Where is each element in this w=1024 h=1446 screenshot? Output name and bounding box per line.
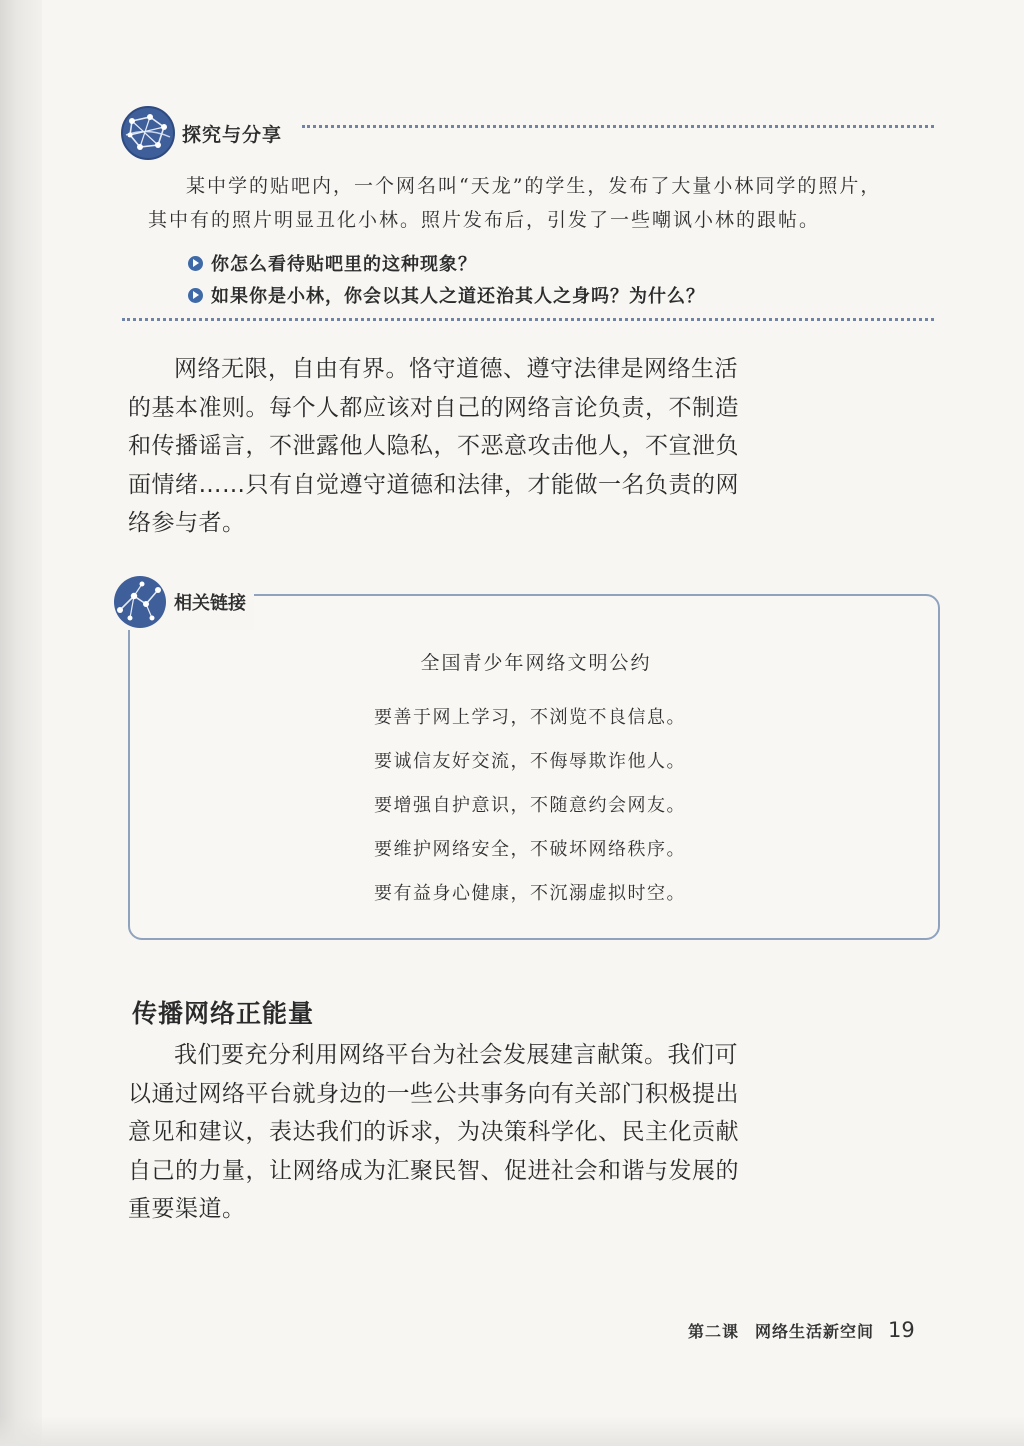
convention-list [374, 696, 686, 916]
section-heading: 传播网络正能量 [132, 999, 315, 1028]
paragraph-line: 的基本准则。每个人都应该对自己的网络言论负责，不制造 [128, 394, 739, 421]
page-footer [688, 1318, 915, 1342]
convention-title: 全国青少年网络文明公约 [420, 652, 652, 674]
explore-header [120, 105, 282, 161]
explore-scenario [148, 169, 938, 237]
paragraph-line: 以通过网络平台就身边的一些公共事务向有关部门积极提出 [128, 1080, 739, 1107]
convention-item: 要有益身心健康，不沉溺虚拟时空。 [374, 883, 686, 904]
related-link-header [112, 574, 254, 630]
paragraph-line: 自己的力量，让网络成为汇聚民智、促进社会和谐与发展的 [128, 1157, 739, 1184]
convention-item: 要善于网上学习，不浏览不良信息。 [374, 707, 686, 728]
question-item [188, 279, 948, 311]
explore-title: 探究与分享 [182, 123, 283, 146]
footer-chapter-title: 网络生活新空间 [755, 1321, 875, 1341]
explore-questions [188, 247, 948, 311]
footer-lesson: 第二课 [688, 1321, 740, 1341]
arrow-bullet-icon [188, 256, 203, 271]
paragraph-line: 意见和建议，表达我们的诉求，为决策科学化、民主化贡献 [128, 1119, 739, 1145]
scan-shadow-bottom [0, 1416, 1024, 1446]
question-item [188, 247, 948, 279]
related-link-title: 相关链接 [174, 593, 246, 614]
globe-network-icon [120, 105, 176, 161]
question-text: 你怎么看待贴吧里的这种现象？ [211, 254, 477, 275]
page-number: 19 [888, 1318, 915, 1342]
paragraph-line: 网络无限，自由有界。恪守道德、遵守法律是网络生活 [174, 356, 738, 382]
convention-item: 要增强自护意识，不随意约会网友。 [374, 795, 686, 816]
explore-share-section [120, 105, 940, 335]
globe-network-icon [112, 574, 168, 630]
body-paragraph-2 [128, 1036, 748, 1229]
paragraph-line: 络参与者。 [128, 510, 246, 536]
explore-bottom-divider [122, 318, 934, 321]
paragraph-line: 和传播谣言，不泄露他人隐私，不恶意攻击他人，不宣泄负 [128, 433, 739, 459]
convention-item: 要维护网络安全，不破坏网络秩序。 [374, 839, 686, 860]
body-paragraph-1 [128, 350, 748, 543]
question-text: 如果你是小林，你会以其人之道还治其人之身吗？为什么？ [211, 286, 705, 307]
arrow-bullet-icon [188, 288, 203, 303]
paragraph-line: 我们要充分利用网络平台为社会发展建言献策。我们可 [174, 1042, 738, 1068]
explore-top-divider [302, 125, 934, 128]
convention-item: 要诚信友好交流，不侮辱欺诈他人。 [374, 751, 686, 772]
related-link-box [128, 594, 940, 940]
paragraph-line: 重要渠道。 [128, 1196, 246, 1222]
scenario-line-1: 某中学的贴吧内，一个网名叫“天龙”的学生，发布了大量小林同学的照片， [186, 175, 882, 197]
paragraph-line: 面情绪……只有自觉遵守道德和法律，才能做一名负责的网 [128, 471, 739, 498]
scenario-line-2: 其中有的照片明显丑化小林。照片发布后，引发了一些嘲讽小林的跟帖。 [148, 209, 821, 231]
